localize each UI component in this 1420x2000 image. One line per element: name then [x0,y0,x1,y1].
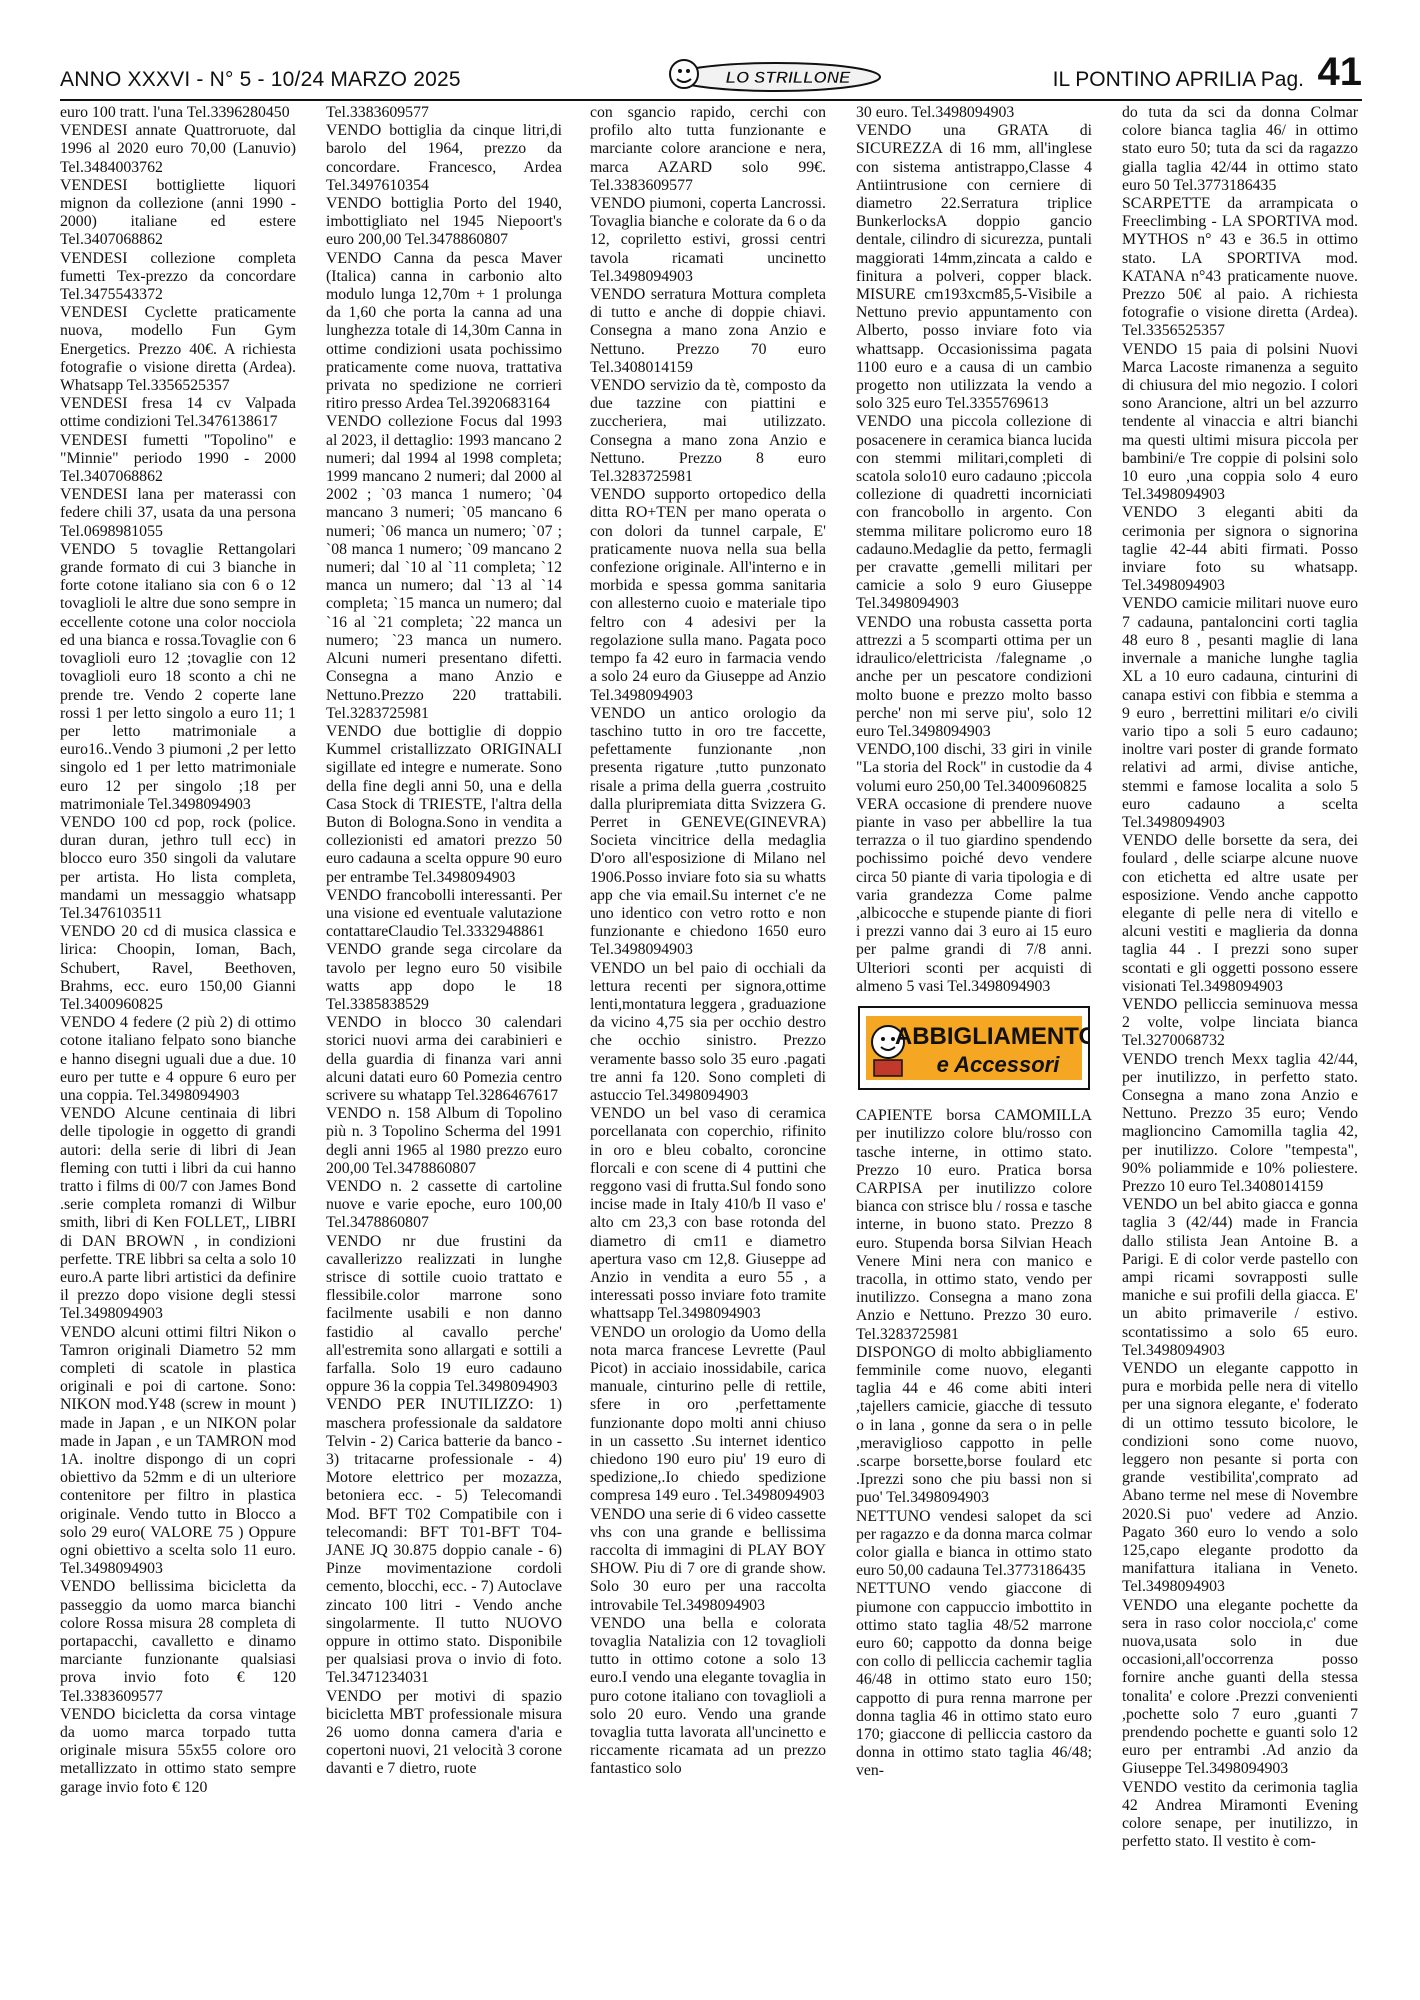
classified-ad: NETTUNO vendo giaccone di piumone con cappuccio imbottito in ottimo stato taglia 48/52 marrone euro 60; cappotto da donna beige con collo di pelliccia cachemir taglia 46/48 in ottimo stato euro 150; cappotto di pura renna marrone per donna taglia 46 in ottimo stato euro 170; giaccone di pelliccia castoro da donna in ottimo stato taglia 46/48; ven- [856,1580,1092,1780]
classified-ad: VENDO Alcune centinaia di libri delle tipologie in oggetto di grandi autori: della serie di libri di Jean fleming con tutti i libri da cui hanno tratto i films di 00/7 con James Bond .serie completa romanzi di Wilbur smith, libri di Ken FOLLET,, LIBRI di DAN BROWN , in condizioni perfette. TRE libbri sa celta a solo 10 euro.A parte libri artistici da definire il prezzo dopo visione degli stessi Tel.3498094903 [60,1105,296,1323]
classified-ad: VENDO una piccola collezione di posacenere in ceramica bianca lucida con stemmi militari,completi di scatola solo10 euro cadauno ;piccola collezione di quadretti incorniciati con francobollo in argento. Con stemma militare policromo euro 18 cadauno.Medaglie da petto, fermagli per cravatte ,gemelli militari per camicie a solo 9 euro Giuseppe Tel.3498094903 [856,413,1092,613]
classified-ad: VENDO 20 cd di musica classica e lirica: Choopin, Ioman, Bach, Schubert, Ravel, Beethoven, Brahms, ecc. euro 150,00 Gianni Tel.3400960825 [60,923,296,1013]
classified-ad: VENDO,100 dischi, 33 giri in vinile "La storia del Rock" in custodie da 4 volumi euro 250,00 Tel.3400960825 [856,741,1092,795]
classified-ad: VENDO 3 eleganti abiti da cerimonia per signora o signorina taglie 42-44 abiti firmati. Posso inviare foto su whatsapp. Tel.3498094903 [1122,504,1358,595]
classified-ad: VENDO 15 paia di polsini Nuovi Marca Lacoste rimanenza a seguito di chiusura del mio negozio. I colori sono Arancione, altri un bel azzurro tendente al vinaccia e altri bianchi ma questi ultimi misura piccola per bambini/e Tre coppie di polsini solo 10 euro ,una coppia solo 4 euro Tel.3498094903 [1122,340,1358,504]
classified-ad: VENDESI bottigliette liquori mignon da collezione (anni 1990 - 2000) italiane ed estere Tel.3407068862 [60,176,296,249]
classified-ad: VENDO alcuni ottimi filtri Nikon o Tamron originali Diametro 52 mm completi di scatole in plastica originali e poi di cartone. Sono: NIKON mod.Y48 (screw in mount ) made in Japan , e un NIKON polar made in Japan , e un TAMRON mod 1A. inoltre dispongo di un copri obiettivo da 52mm e di un ulteriore contenitore per filtro in plastica originale. Vendo tutto in Blocco a solo 29 euro( VALORE 75 ) Oppure ogni obiettivo a scelta solo 11 euro. Tel.3498094903 [60,1323,296,1578]
classified-ad: VENDO 5 tovaglie Rettangolari grande formato di cui 3 bianche in forte cotone italiano sia con 6 o 12 tovaglioli le altre due sono sempre in eccellente cotone una color nocciola ed una bianca e rossa.Tovaglie con 6 tovaglioli euro 12 ;tovaglie con 12 tovaglioli euro 18 sconto a chi ne prende tre. Vendo 2 coperte lane rossi 1 per letto singolo a euro 11; 1 per letto matrimoniale a euro16..Vendo 3 piumoni ,2 per letto singolo ed 1 per letto matrimoniale euro 12 per singolo ;18 per matrimoniale Tel.3498094903 [60,540,296,813]
classified-ad: VENDO un bel paio di occhiali da lettura recenti per signora,ottime lenti,montatura leggera , graduazione da vicino 4,75 sia per occhio destro che occhio sinistro. Prezzo veramente basso solo 35 euro .pagati tre anni fa 120. Sono completi di astuccio Tel.3498094903 [590,959,826,1104]
classified-ad: CAPIENTE borsa CAMOMILLA per inutilizzo colore blu/rosso con tasche interne, in ottimo stato. Prezzo 10 euro. Pratica borsa CARPISA per inutilizzo colore bianca con strisce blu / rossa e tasche interne, in buono stato. Prezzo 8 euro. Stupenda borsa Silvian Heach Venere Mini nera con manico e tracolla, in ottimo stato, vendo per inutilizzo. Consegna a mano zona Anzio e Nettuno. Prezzo 30 euro. Tel.3283725981 [856,1107,1092,1343]
classified-ad: DISPONGO di molto abbigliamento femminile come nuovo, eleganti taglia 44 e 46 come abiti interi ,tajellers camicie, giacche di tessuto o in lana , gonne da sera o in pelle ,meraviglioso cappotto in pelle .scarpe borsette,borse foulard etc .Iprezzi sono che piu bassi non si puo' Tel.3498094903 [856,1343,1092,1507]
classified-ad: VENDO un orologio da Uomo della nota marca francese Levrette (Paul Picot) in acciaio inossidabile, carica manuale, cinturino pelle di rettile, sfere in oro ,perfettamente funzionante dopo molti anni chiuso in un cassetto .Su internet identico chiedono 190 euro piu' 19 euro di spedizione,.Io chiedo spedizione compresa 149 euro . Tel.3498094903 [590,1323,826,1505]
classified-ad: Tel.3383609577 [326,104,429,121]
column-1 [60,104,296,1797]
classified-ad: SCARPETTE da arrampicata o Freeclimbing - LA SPORTIVA mod. MYTHOS n° 43 e 36.5 in ottimo stato. LA SPORTIVA mod. KATANA n°43 praticamente nuove. Prezzo 50€ al paio. A richiesta fotografie o visione diretta (Ardea). Tel.3356525357 [1122,195,1358,340]
page-number: 41 [1317,50,1362,94]
svg-text:e Accessori: e Accessori [936,1051,1060,1077]
classified-ad: VENDO n. 2 cassette di cartoline nuove e varie epoche, euro 100,00 Tel.3478860807 [326,1177,562,1232]
classified-ad: VENDO bottiglia da cinque litri,di barolo del 1964, prezzo da concordare. Francesco, Ardea Tel.3497610354 [326,122,562,194]
classified-ad: VENDO delle borsette da sera, dei foulard , delle sciarpe alcune nuove con etichetta ed altre usate per esposizione. Vendo anche cappotto elegante di pelle nera di vitello e alcuni vestiti e maglieria da donna taglia 44 . I prezzi sono super scontati e gli oggetti possono essere visionati Tel.3498094903 [1122,832,1358,995]
paper-name: IL PONTINO APRILIA Pag. [1052,68,1304,91]
section-banner-abbigliamento [858,1006,1090,1090]
classified-ad: VENDO Canna da pesca Maver (Italica) canna in carbonio alto modulo lunga 12,70m + 1 prolunga da 1,60 che porta la canna ad una lunghezza totale di 14,30m Canna in ottime condizioni usata pochissimo praticamente come nuova, trattativa privata no spedizione ne corrieri ritiro presso Ardea Tel.3920683164 [326,249,562,413]
classified-ad: VENDESI collezione completa fumetti Tex-prezzo da concordare Tel.3475543372 [60,249,296,304]
classified-ad: VENDO n. 158 Album di Topolino più n. 3 Topolino Scherma del 1991 degli anni 1965 al 1980 prezzo euro 200,00 Tel.3478860807 [326,1105,562,1177]
header-rule [60,99,1362,101]
classified-ad: VENDO in blocco 30 calendari storici nuovi arma dei carabinieri e della guardia di finanza vari anni alcuni datati euro 60 Pomezia centro scrivere su whatapp Tel.3286467617 [326,1014,562,1104]
classified-ad: VERA occasione di prendere nuove piante in vaso per abbellire la tua terrazza o il tuo giardino spendendo pochissimo poiché devo vendere circa 50 piante di varia tipologia e di varia grandezza Come palme ,albicocche e stupende piante di fiori i prezzi vanno dai 3 euro ai 15 euro per palme grandi di 7/8 anni. Ulteriori sconti per acquisti di almeno 5 vasi Tel.3498094903 [856,795,1092,995]
classified-ad: VENDO una GRATA di SICUREZZA di 16 mm, all'inglese con sistema antistrappo,Classe 4 Antiintrusione con cerniere di diametro 22.Serratura triplice BunkerlocksA doppio gancio dentale, cilindro di sicurezza, puntali maggiorati 14mm,zincata a caldo e finitura a polveri, copper black. MISURE cm193xcm85,5-Visibile a Nettuno previo appuntamento con Alberto, posso inviare foto via whattsapp. Occasionissima pagata 1100 euro e a causa di un cambio progetto non utilizzata la vendo a solo 325 euro Tel.3355769613 [856,122,1092,413]
classified-ad: VENDO trench Mexx taglia 42/44, per inutilizzo, in perfetto stato. Consegna a mano zona Anzio e Nettuno. Prezzo 35 euro; Vendo maglioncino Camomilla taglia 42, per inutilizzo. Colore "tempesta", 90% poliammide e 10% poliestere. Prezzo 10 euro Tel.3408014159 [1122,1050,1358,1195]
classified-ad: VENDESI fresa 14 cv Valpada ottime condizioni Tel.3476138617 [60,395,296,431]
classified-ad: euro 100 tratt. l'una Tel.3396280450 [60,104,290,121]
classified-ad: VENDO una elegante pochette da sera in raso color nocciola,c' come nuova,usata solo in due occasioni,all'occorrenza posso fornire anche guanti della stessa tonalita' e colore .Prezzi convenienti ,pochette solo 7 euro ,guanti 7 prendendo pochette e guanti solo 12 euro per entrambi .Ad anzio da Giuseppe Tel.3498094903 [1122,1596,1358,1778]
column-5 [1122,104,1358,1852]
classified-ad: VENDO nr due frustini da cavallerizzo realizzati in lunghe strisce di sottile cuoio trattato e flessibile.color marrone sono facilmente usabili e non danno fastidio al cavallo perche' all'estremita sono allargati e sottili a farfalla. Solo 19 euro cadauno oppure 36 la coppia Tel.3498094903 [326,1232,562,1396]
classified-ad: VENDESI fumetti "Topolino" e "Minnie" periodo 1990 - 2000 Tel.3407068862 [60,431,296,486]
issue-info: ANNO XXXVI - N° 5 - 10/24 MARZO 2025 [60,68,461,91]
classified-ad: VENDO una robusta cassetta porta attrezzi a 5 scomparti ottima per un idraulico/elettricista /falegname ,o anche per un pescatore condizioni molto buone e prezzo molto basso perche' non mi serve piu', solo 12 euro Tel.3498094903 [856,613,1092,740]
column-4 [856,104,1092,1781]
classified-ad: VENDESI Cyclette praticamente nuova, modello Fun Gym Energetics. Prezzo 40€. A richiesta fotografie o visione diretta (Ardea). Whatsapp Tel.3356525357 [60,304,296,395]
svg-text:LO STRILLONE: LO STRILLONE [725,68,851,87]
classified-ad: 30 euro. Tel.3498094903 [856,104,1015,121]
classified-ad: VENDO supporto ortopedico della ditta RO+TEN per mano operata o con dolori da tunnel carpale, E' praticamente nuova nella sua bella confezione originale. All'interno e in morbida e spessa gomma sanitaria con allesterno cuoio e materiale tipo feltro con 4 adesivi per la regolazione sulla mano. Pagata poco tempo fa 42 euro in farmacia vendo a solo 24 euro da Giuseppe ad Anzio Tel.3498094903 [590,486,826,704]
classified-ad: VENDO bellissima bicicletta da passeggio da uomo marca bianchi colore Rossa misura 28 completa di portapacchi, cavalletto e dinamo marciante funzionante qualsiasi prova invio foto € 120 Tel.3383609577 [60,1578,296,1705]
classified-ad: VENDO vestito da cerimonia taglia 42 Andrea Miramonti Evening colore senape, per inutilizzo, in perfetto stato. Il vestito è com- [1122,1778,1358,1851]
classified-ad: VENDO una bella e colorata tovaglia Natalizia con 12 tovaglioli tutto in ottimo cotone a solo 13 euro.I vendo una elegante tovaglia in puro cotone italiano con tovaglioli a solo 20 euro. Vendo una grande tovaglia tutta lavorata all'uncinetto e riccamente ricamata ad un prezzo fantastico solo [590,1614,826,1778]
classified-ad: VENDO una serie di 6 video cassette vhs con una grande e bellissima raccolta di immagini di PLAY BOY SHOW. Piu di 7 ore di grande show. Solo 30 euro per una raccolta introvabile Tel.3498094903 [590,1505,827,1614]
classified-ad: VENDO 100 cd pop, rock (police. duran duran, jethro tull ecc) in blocco euro 350 singoli da valutare per artista. Ho lista completa, mandami un messaggio whatsapp Tel.3476103511 [60,813,296,922]
classified-ad: VENDO un antico orologio da taschino tutto in oro tre faccette, pefettamente funzionante ,non presenta rigature ,tutto punzonato risale a prima della guerra ,costruito dalla pluripremiata ditta Svizzera G. Perret in GENEVE(GINEVRA) Societa vincitrice della medaglia D'oro all'esposizione di Milano nel 1906.Posso inviare foto sia su whatts app che via email.Su internet c'e ne uno identico con vetro rotto e non funzionante e chiedono 1650 euro Tel.3498094903 [590,704,826,959]
classified-ad: VENDO bicicletta da corsa vintage da uomo marca torpado tutta originale misura 55x55 colore oro metallizzato in ottimo stato sempre garage invio foto € 120 [60,1705,296,1796]
classified-ad: VENDO piumoni, coperta Lancrossi. Tovaglia bianche e colorate da 6 o da 12, copriletto estivi, grossi centri tavola ricamati uncinetto Tel.3498094903 [590,195,826,285]
column-2 [326,104,562,1779]
classified-ad: VENDESI lana per materassi con federe chili 37, usata da una persona Tel.0698981055 [60,486,296,540]
classified-ad: VENDO pelliccia seminuova messa 2 volte, volpe linciata bianca Tel.3270068732 [1122,995,1358,1050]
classified-ad: VENDO collezione Focus dal 1993 al 2023, il dettaglio: 1993 mancano 2 numeri; dal 1994 al 1998 completa; 1999 mancano 2 numeri; dal 2000 al 2002 ; `03 manca 1 numero; `04 mancano 3 numeri; `05 mancano 6 numeri; `06 manca un numero; `07 ; `08 manca 1 numero; `09 mancano 2 numeri; dal `10 al `11 completa; `12 manca un numero; dal `13 al `14 completa; `15 manca un numero; dal `16 al `21 completa; `22 manca un numero; `23 manca un numero. Alcuni numeri presentano difetti. Consegna a mano Anzio e Nettuno.Prezzo 220 trattabili. Tel.3283725981 [326,413,562,722]
classified-ad: VENDO un bel abito giacca e gonna taglia 3 (42/44) made in Francia dallo stilista Jean Antoine B. a Parigi. E di color verde pastello con ampi ricami sovrapposti sulle maniche e sui profili della giacca. E' un abito primaverile / estivo. scontatissimo a solo 65 euro. Tel.3498094903 [1122,1196,1358,1359]
classified-ad: VENDO PER INUTILIZZO: 1) maschera professionale da saldatore Telvin - 2) Carica batterie da banco - 3) tritacarne professionale - 4) Motore elettrico per mozazza, betoniera ecc. - 5) Telecomandi Mod. BFT T02 Compatibile con i telecomandi: BFT T01-BFT T04-JANE JQ 30.875 doppio canale - 6) Pinze movimentazione cordoli cemento, blocchi, ecc. - 7) Autoclave zincato 100 litri - Vendo anche singolarmente. Il tutto NUOVO oppure in ottimo stato. Disponibile per qualsiasi prova o invio di foto. Tel.3471234031 [326,1396,562,1687]
classified-ad: VENDO servizio da tè, composto da due tazzine con piattini e zuccheriera, mai utilizzato. Consegna a mano zona Anzio e Nettuno. Prezzo 8 euro Tel.3283725981 [590,377,826,486]
classified-ad: VENDO un elegante cappotto in pura e morbida pelle nera di vitello per una signora elegante, e' foderato di un ottimo tessuto bicolore, le condizioni sono come nuovo, leggero non pesante si porta con grande vestibilita',comprato ad Abano terme nel mese di Novembre 2020.Si puo' vedere ad Anzio. Pagato 360 euro lo vendo a solo 125,capo elegante prodotto da manifattura italiana in Veneto. Tel.3498094903 [1122,1360,1358,1596]
classified-ad: VENDO francobolli interessanti. Per una visione ed eventuale valutazione contattareClaudio Tel.3332948861 [326,886,562,941]
classified-ad: VENDO grande sega circolare da tavolo per legno euro 50 visibile watts app dopo le 18 Tel.3385838529 [326,941,562,1013]
classified-ad: VENDO bottiglia Porto del 1940, imbottigliato nel 1945 Niepoort's euro 200,00 Tel.3478860807 [326,195,562,249]
classified-ad: VENDESI annate Quattroruote, dal 1996 al 2020 euro 70,00 (Lanuvio) Tel.3484003762 [60,122,296,176]
svg-text:ABBIGLIAMENTO: ABBIGLIAMENTO [894,1022,1090,1050]
classified-ad: VENDO camicie militari nuove euro 7 cadauna, pantaloncini corti taglia 48 euro 8 , pesanti maglie di lana invernale a maniche lunghe taglia XL a 10 euro cadauna, cinturini di canapa estivi con fibbia e stemma a 9 euro , berrettini militari e/o civili vario tipo a soli 5 euro cadauno; inoltre vari poster di grande formato relativi ad armi, divise antiche, stemmi e famose localita a solo 5 euro cadauno a scelta Tel.3498094903 [1122,595,1358,831]
newspaper-logo [658,56,894,96]
classified-ad: NETTUNO vendesi salopet da sci per ragazzo e da donna marca colmar color gialla e bianca in ottimo stato euro 50,00 cadauna Tel.3773186435 [856,1507,1092,1580]
classified-ad: do tuta da sci da donna Colmar colore bianca taglia 46/ in ottimo stato euro 50; tuta da sci da ragazzo gialla taglia 42/44 in ottimo stato euro 50 Tel.3773186435 [1122,104,1358,194]
classified-ad: VENDO serratura Mottura completa di tutto e anche di doppie chiavi. Consegna a mano zona Anzio e Nettuno. Prezzo 70 euro Tel.3408014159 [590,286,826,376]
classified-ad: VENDO 4 federe (2 più 2) di ottimo cotone italiano felpato sono bianche e hanno disegni uguali due a due. 10 euro per tutte e 4 oppure 6 euro per una coppia. Tel.3498094903 [60,1014,296,1104]
column-3 [590,104,826,1779]
classified-ad: con sgancio rapido, cerchi con profilo alto tutta funzionante e marciante colore arancione e nera, marca AZARD solo 99€. Tel.3383609577 [590,104,826,194]
classified-ad: VENDO due bottiglie di doppio Kummel cristallizzato ORIGINALI sigillate ed integre e numerate. Sono della fine degli anni 50, una e della Casa Stock di TRIESTE, l'altra della Buton di Bologna.Sono in vendita a collezionisti ed amatori prezzo 50 euro cadauna a scelta oppure 90 euro per entrambe Tel.3498094903 [326,722,562,886]
page-header [60,50,1362,96]
classified-ad: VENDO un bel vaso di ceramica porcellanata con coperchio, rifinito in oro e bleu cobalto, coroncine florcali e con scene di 4 puttini che reggono vasi di frutta.Sul fondo sono incise made in Italy 410/b Il vaso e' alto cm 23,3 con base rotonda del diametro di cm11 e diametro apertura vaso cm 12,8. Giuseppe ad Anzio in vendita a euro 55 , a interessati posso inviare foto tramite whattsapp Tel.3498094903 [590,1105,826,1323]
classified-ad: VENDO per motivi di spazio bicicletta MBT professionale misura 26 uomo donna camera d'aria e copertoni nuovi, 21 velocità 3 corone davanti e 7 dietro, ruote [326,1687,563,1778]
